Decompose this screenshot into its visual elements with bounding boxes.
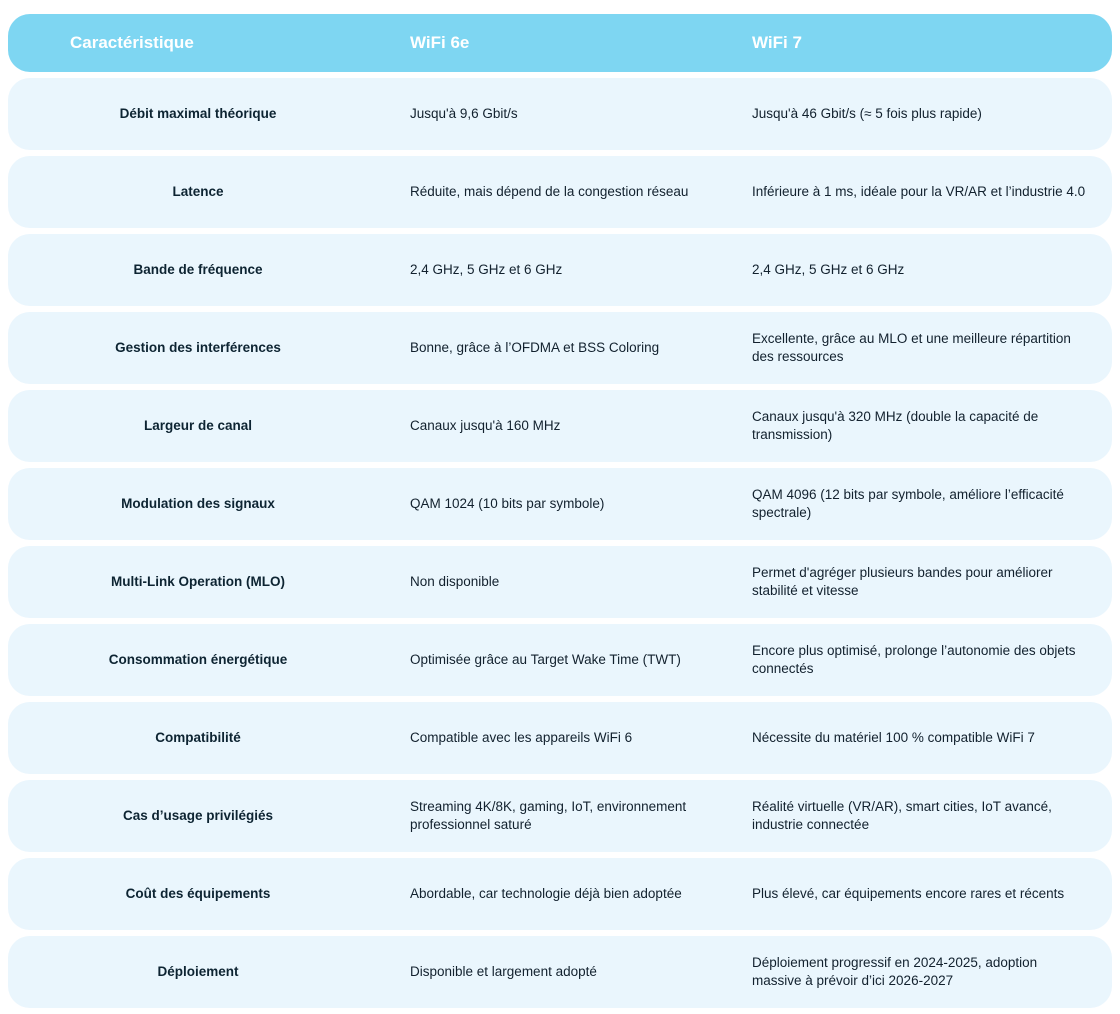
table-row [8,858,1112,930]
row-feature-label: Bande de fréquence [8,234,388,306]
table-row [8,702,1112,774]
row-wifi6e-value: Abordable, car technologie déjà bien adoptée [388,858,728,930]
row-wifi7-value: Réalité virtuelle (VR/AR), smart cities, IoT avancé, industrie connectée [728,780,1112,852]
table-row [8,78,1112,150]
row-feature-label: Gestion des interférences [8,312,388,384]
row-wifi6e-value: Bonne, grâce à l’OFDMA et BSS Coloring [388,312,728,384]
row-wifi6e-value: Canaux jusqu'à 160 MHz [388,390,728,462]
table-row [8,234,1112,306]
row-wifi6e-value: Disponible et largement adopté [388,936,728,1008]
row-wifi6e-value: Optimisée grâce au Target Wake Time (TWT) [388,624,728,696]
table-row [8,936,1112,1008]
column-header-wifi7: WiFi 7 [728,14,1112,72]
row-feature-label: Largeur de canal [8,390,388,462]
row-feature-label: Latence [8,156,388,228]
row-wifi6e-value: Non disponible [388,546,728,618]
table-row [8,312,1112,384]
row-wifi6e-value: QAM 1024 (10 bits par symbole) [388,468,728,540]
row-feature-label: Multi-Link Operation (MLO) [8,546,388,618]
table-row [8,156,1112,228]
row-feature-label: Modulation des signaux [8,468,388,540]
row-feature-label: Déploiement [8,936,388,1008]
table-header-row [8,14,1112,72]
row-wifi7-value: Plus élevé, car équipements encore rares et récents [728,858,1112,930]
table-body [8,78,1112,1008]
wifi-comparison-table [8,8,1112,1014]
table-row [8,780,1112,852]
table-row [8,624,1112,696]
row-feature-label: Cas d’usage privilégiés [8,780,388,852]
table-row [8,390,1112,462]
row-wifi7-value: QAM 4096 (12 bits par symbole, améliore l’efficacité spectrale) [728,468,1112,540]
row-wifi7-value: Déploiement progressif en 2024-2025, adoption massive à prévoir d’ici 2026-2027 [728,936,1112,1008]
table-row [8,546,1112,618]
row-feature-label: Compatibilité [8,702,388,774]
row-wifi6e-value: Jusqu'à 9,6 Gbit/s [388,78,728,150]
row-wifi7-value: Encore plus optimisé, prolonge l’autonomie des objets connectés [728,624,1112,696]
row-wifi6e-value: Réduite, mais dépend de la congestion réseau [388,156,728,228]
row-feature-label: Coût des équipements [8,858,388,930]
row-wifi6e-value: Compatible avec les appareils WiFi 6 [388,702,728,774]
row-feature-label: Débit maximal théorique [8,78,388,150]
row-wifi7-value: Canaux jusqu'à 320 MHz (double la capacité de transmission) [728,390,1112,462]
row-wifi6e-value: 2,4 GHz, 5 GHz et 6 GHz [388,234,728,306]
row-wifi7-value: Permet d'agréger plusieurs bandes pour améliorer stabilité et vitesse [728,546,1112,618]
row-wifi7-value: Nécessite du matériel 100 % compatible WiFi 7 [728,702,1112,774]
column-header-feature: Caractéristique [8,14,388,72]
row-wifi7-value: Excellente, grâce au MLO et une meilleure répartition des ressources [728,312,1112,384]
column-header-wifi6e: WiFi 6e [388,14,728,72]
row-feature-label: Consommation énergétique [8,624,388,696]
row-wifi7-value: 2,4 GHz, 5 GHz et 6 GHz [728,234,1112,306]
row-wifi7-value: Inférieure à 1 ms, idéale pour la VR/AR et l’industrie 4.0 [728,156,1112,228]
row-wifi6e-value: Streaming 4K/8K, gaming, IoT, environnement professionnel saturé [388,780,728,852]
table-row [8,468,1112,540]
table-header [8,14,1112,72]
row-wifi7-value: Jusqu'à 46 Gbit/s (≈ 5 fois plus rapide) [728,78,1112,150]
